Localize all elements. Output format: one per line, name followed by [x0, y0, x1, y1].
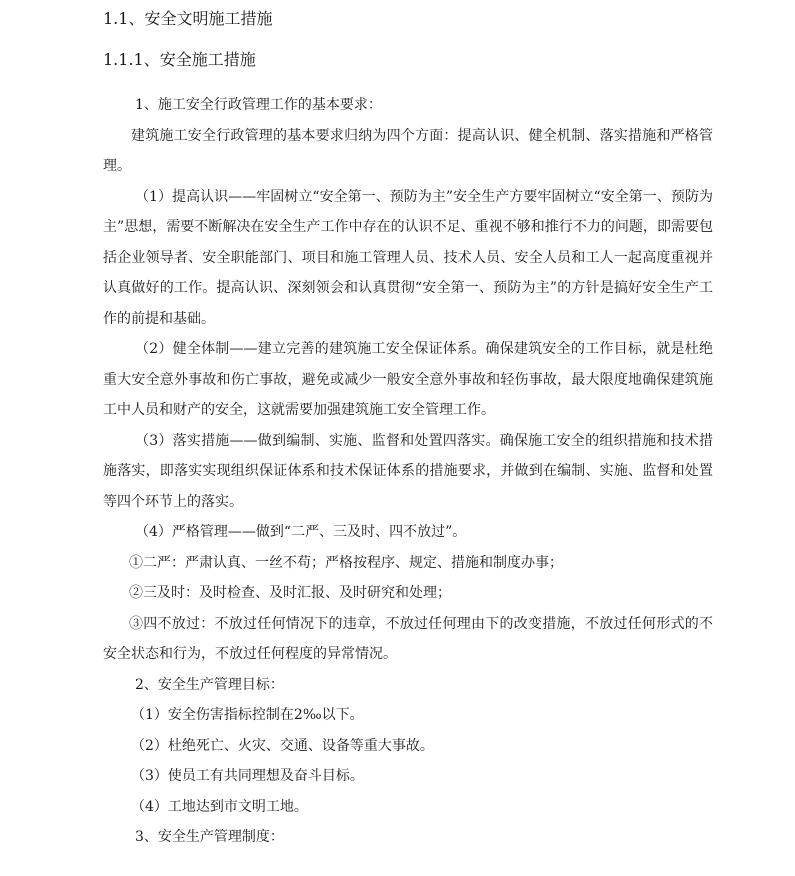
paragraph-management-goals-title: 2、安全生产管理目标：	[135, 676, 284, 693]
paragraph-requirements-title: 1、施工安全行政管理工作的基本要求：	[135, 97, 382, 113]
document-body	[103, 90, 713, 853]
paragraph-raise-awareness: （1）提高认识——牢固树立“安全第一、预防为主”安全生产方要牢固树立“安全第一、预防为主”思想，需要不断解决在安全生产工作中存在的认识不足、重视不够和推行不力的问题，即需要包括企业领导者、安全职能部门、项目和施工管理人员、技术人员、安全人员和工人一起高度重视并认真做好的工作。提高认识、深刻领会和认真贯彻“安全第一、预防为主”的方针是搞好安全生产工作的前提和基础。	[103, 188, 713, 327]
list-item-goal-2: （2）杜绝死亡、火灾、交通、设备等重大事故。	[131, 737, 434, 754]
paragraph-four-not-let-go: ③四不放过：不放过任何情况下的违章，不放过任何理由下的改变措施，不放过任何形式的不安全状态和行为，不放过任何程度的异常情况。	[103, 615, 713, 662]
paragraph-management-system-title: 3、安全生产管理制度：	[135, 829, 284, 845]
subsection-heading: 1.1.1、安全施工措施	[103, 50, 256, 69]
paragraph-implement-measures: （3）落实措施——做到编制、实施、监督和处置四落实。确保施工安全的组织措施和技术措施落实，即落实实现组织保证体系和技术保证体系的措施要求，并做到在编制、实施、监督和处置等四个环节上的落实。	[103, 432, 713, 510]
list-item-goal-3: （3）使员工有共同理想及奋斗目标。	[131, 768, 364, 784]
paragraph-strict-management: （4）严格管理——做到“二严、三及时、四不放过”。	[135, 524, 467, 540]
paragraph-three-timely: ②三及时：及时检查、及时汇报、及时研究和处理；	[129, 585, 451, 601]
section-heading: 1.1、安全文明施工措施	[103, 9, 273, 28]
list-item-goal-1: （1）安全伤害指标控制在2‰以下。	[131, 707, 364, 723]
paragraph-sound-system: （2）健全体制——建立完善的建筑施工安全保证体系。确保建筑安全的工作目标，就是杜绝重大安全意外事故和伤亡事故，避免或减少一般安全意外事故和轻伤事故，最大限度地确保建筑施工中人员和财产的安全，这就需要加强建筑施工安全管理工作。	[103, 341, 713, 418]
list-item-goal-4: （4）工地达到市文明工地。	[131, 798, 308, 815]
paragraph-two-strict: ①二严：严肃认真、一丝不苟；严格按程序、规定、措施和制度办事；	[129, 554, 563, 571]
paragraph-requirements-summary: 建筑施工安全行政管理的基本要求归纳为四个方面：提高认识、健全机制、落实措施和严格管理。	[103, 127, 713, 174]
